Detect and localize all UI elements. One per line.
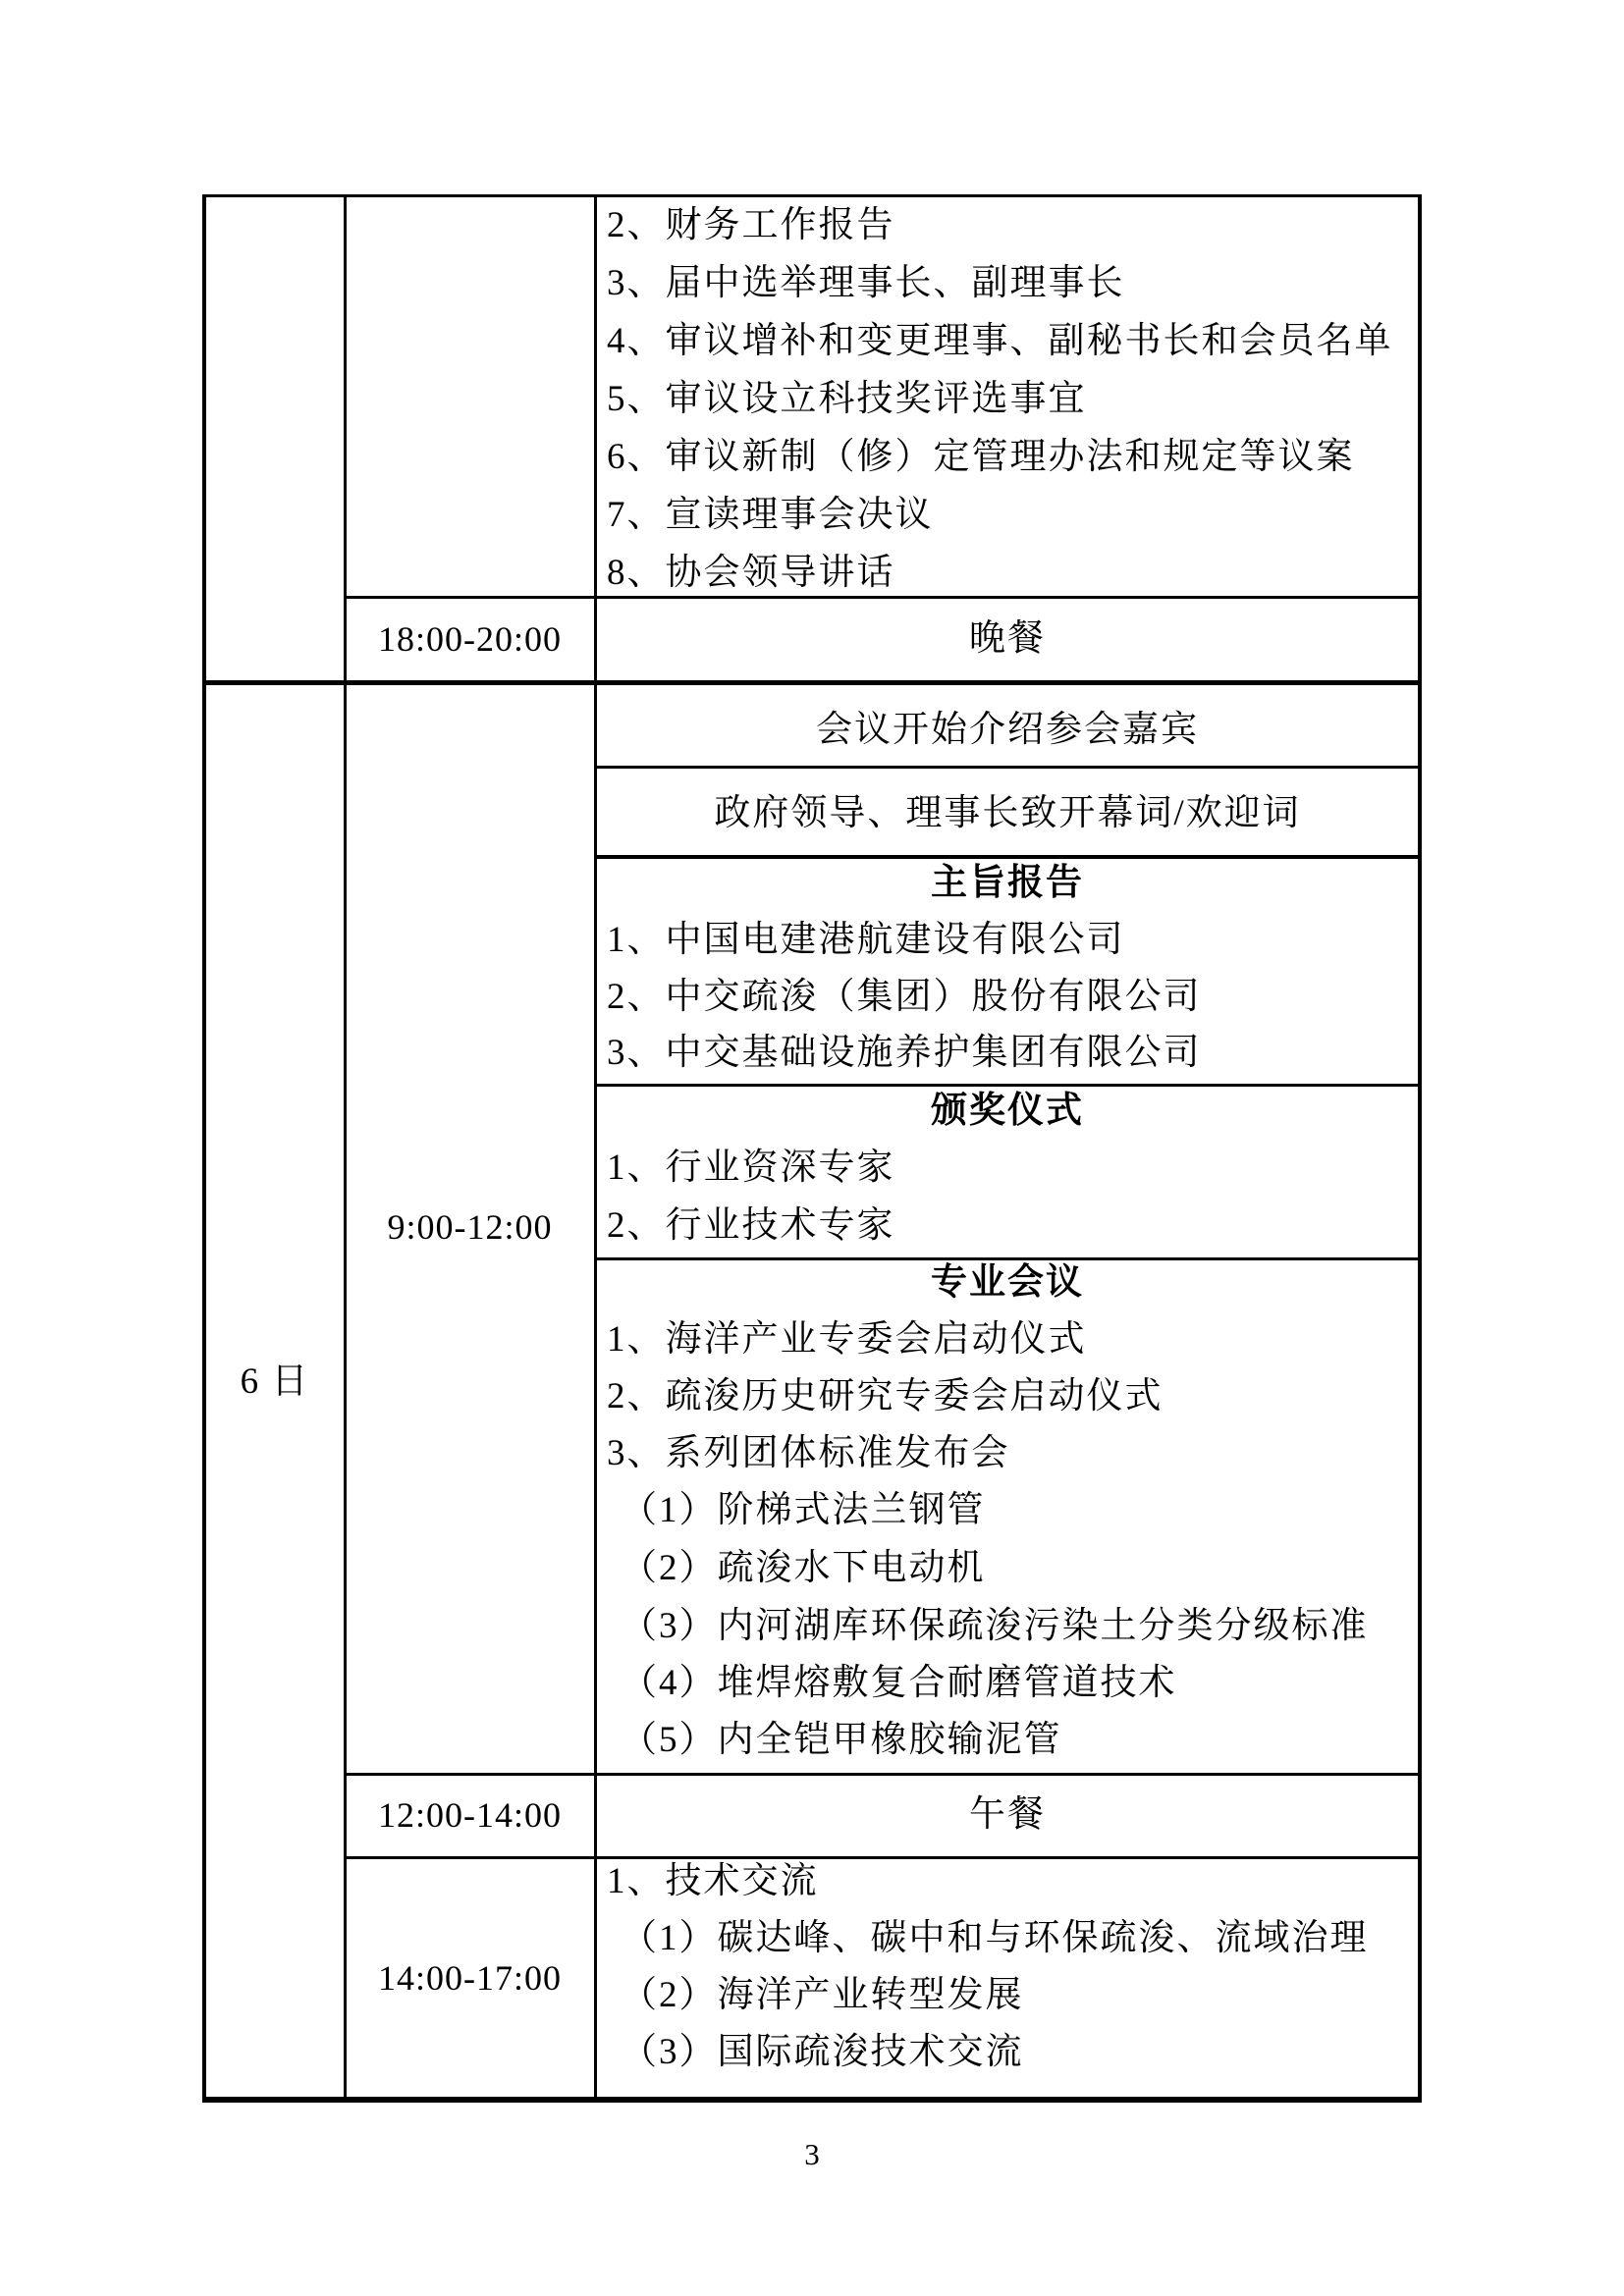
table-border-bottom	[202, 2097, 1422, 2103]
row-line-day-separator	[202, 680, 1422, 685]
special-subitem: （5）内全铠甲橡胶输泥管	[621, 1720, 1062, 1760]
row-line-lunch-bottom	[344, 1856, 1422, 1859]
special-subitem: （4）堆焊熔敷复合耐磨管道技术	[621, 1663, 1177, 1703]
special-item: 3、系列团体标准发布会	[607, 1433, 1010, 1473]
table-border-left	[202, 194, 206, 2103]
special-title: 专业会议	[931, 1262, 1084, 1303]
agenda-item: 4、审议增补和变更理事、副秘书长和会员名单	[607, 321, 1393, 361]
lunch-label: 午餐	[969, 1794, 1046, 1835]
agenda-item: 2、财务工作报告	[607, 205, 895, 245]
agenda-item: 8、协会领导讲话	[607, 553, 895, 593]
afternoon-subitem: （3）国际疏浚技术交流	[621, 2032, 1024, 2072]
agenda-item: 6、审议新制（修）定管理办法和规定等议案	[607, 437, 1355, 477]
special-subitem: （3）内河湖库环保疏浚污染土分类分级标准	[621, 1606, 1369, 1646]
keynote-item: 1、中国电建港航建设有限公司	[607, 920, 1125, 960]
special-subitem: （2）疏浚水下电动机	[621, 1548, 986, 1588]
special-item: 1、海洋产业专委会启动仪式	[607, 1319, 1087, 1360]
row-line-opening-bottom	[594, 766, 1422, 769]
award-item: 1、行业资深专家	[607, 1148, 895, 1188]
award-item: 2、行业技术专家	[607, 1205, 895, 1246]
row-line-lunch-top	[344, 1773, 1422, 1776]
award-title: 颁奖仪式	[931, 1091, 1084, 1131]
agenda-item: 3、届中选举理事长、副理事长	[607, 263, 1125, 303]
afternoon-subitem: （1）碳达峰、碳中和与环保疏浚、流域治理	[621, 1918, 1369, 1958]
day-label: 6 日	[240, 1362, 310, 1402]
keynote-item: 3、中交基础设施养护集团有限公司	[607, 1033, 1202, 1073]
afternoon-item: 1、技术交流	[607, 1861, 819, 1901]
afternoon-subitem: （2）海洋产业转型发展	[621, 1975, 1024, 2015]
opening-row: 会议开始介绍参会嘉宾	[816, 710, 1199, 750]
special-item: 2、疏浚历史研究专委会启动仪式	[607, 1376, 1164, 1416]
keynote-item: 2、中交疏浚（集团）股份有限公司	[607, 977, 1202, 1017]
keynote-title: 主旨报告	[931, 863, 1084, 903]
agenda-item: 5、审议设立科技奖评选事宜	[607, 379, 1087, 419]
welcome-row: 政府领导、理事长致开幕词/欢迎词	[714, 793, 1301, 833]
special-subitem: （1）阶梯式法兰钢管	[621, 1490, 986, 1530]
page-number: 3	[804, 2137, 820, 2171]
lunch-time: 12:00-14:00	[378, 1795, 562, 1835]
afternoon-time: 14:00-17:00	[378, 1958, 562, 1998]
dinner-time: 18:00-20:00	[378, 619, 562, 659]
morning-time: 9:00-12:00	[387, 1207, 553, 1247]
dinner-label: 晚餐	[969, 618, 1046, 659]
agenda-item: 7、宣读理事会决议	[607, 495, 934, 535]
